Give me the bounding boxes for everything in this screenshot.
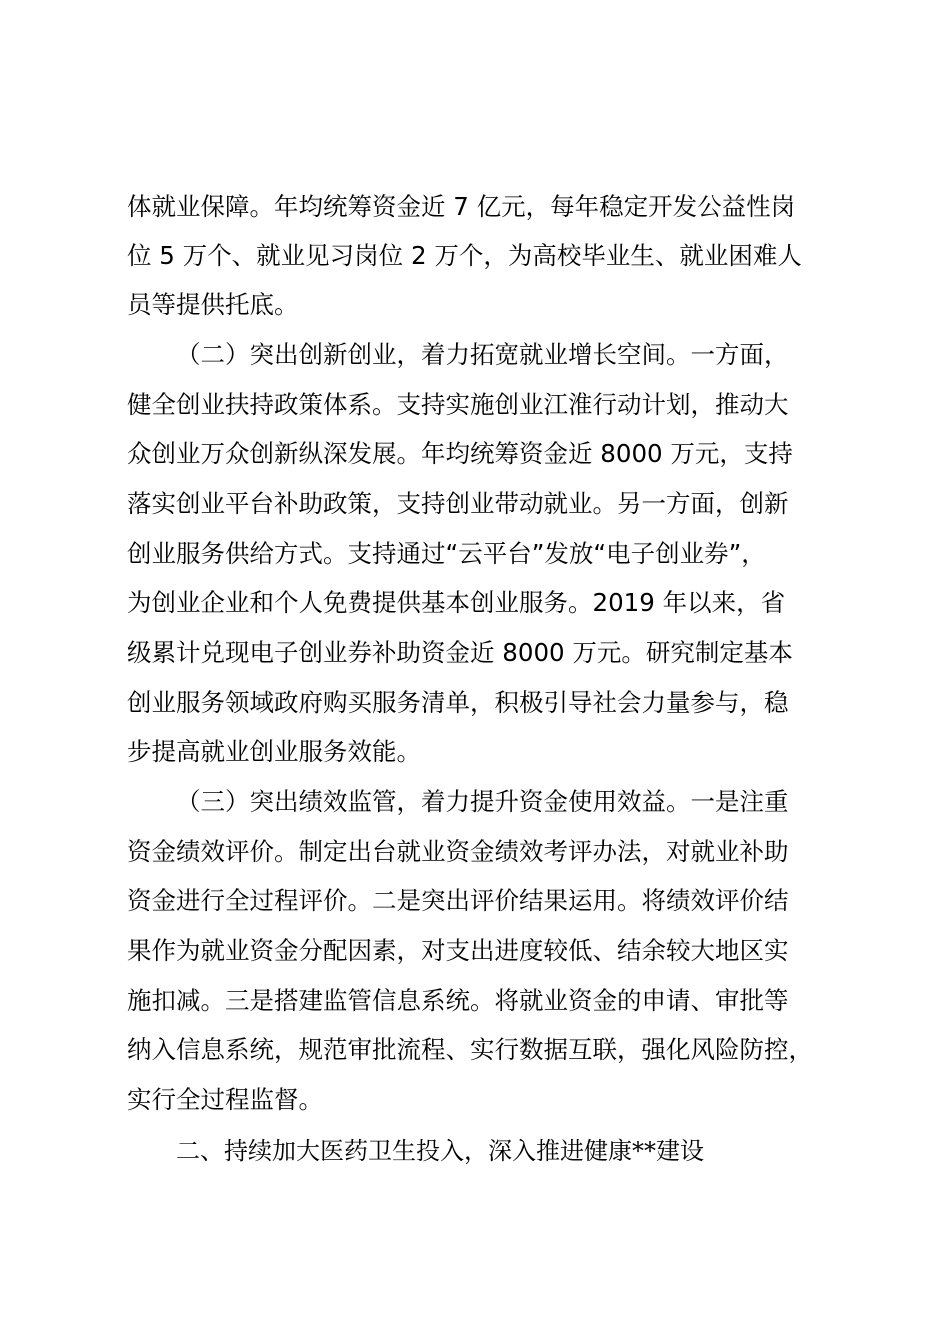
paragraph-line: 果作为就业资金分配因素，对支出进度较低、结余较大地区实 <box>127 936 789 965</box>
section-opening-line: （二）突出创新创业，着力拓宽就业增长空间。一方面， <box>176 340 789 369</box>
paragraph-line: 创业服务领域政府购买服务清单，积极引导社会力量参与，稳 <box>127 688 789 717</box>
paragraph-line: 实行全过程监督。 <box>127 1085 323 1114</box>
section-heading: 二、持续加大医药卫生投入，深入推进健康**建设 <box>176 1137 704 1165</box>
paragraph-line: 为创业企业和个人免费提供基本创业服务。2019 年以来，省 <box>127 588 786 617</box>
paragraph-line: 施扣减。三是搭建监管信息系统。将就业资金的申请、审批等 <box>127 986 789 1015</box>
paragraph-line: 健全创业扶持政策体系。支持实施创业江淮行动计划，推动大 <box>127 390 789 419</box>
paragraph-line: 资金绩效评价。制定出台就业资金绩效考评办法，对就业补助 <box>127 837 789 866</box>
paragraph-line: 级累计兑现电子创业券补助资金近 8000 万元。研究制定基本 <box>127 638 793 667</box>
paragraph-line: 众创业万众创新纵深发展。年均统筹资金近 8000 万元，支持 <box>127 439 793 468</box>
paragraph-line: 创业服务供给方式。支持通过“云平台”发放“电子创业券”， <box>127 539 766 568</box>
paragraph-line: 落实创业平台补助政策，支持创业带动就业。另一方面，创新 <box>127 489 789 518</box>
paragraph-line: 步提高就业创业服务效能。 <box>127 737 421 766</box>
paragraph-line: 体就业保障。年均统筹资金近 7 亿元，每年稳定开发公益性岗 <box>127 192 796 221</box>
paragraph-line: 资金进行全过程评价。二是突出评价结果运用。将绩效评价结 <box>127 886 789 915</box>
paragraph-line: 员等提供托底。 <box>127 290 299 319</box>
paragraph-line: 纳入信息系统，规范审批流程、实行数据互联，强化风险防控， <box>127 1035 813 1064</box>
paragraph-line: 位 5 万个、就业见习岗位 2 万个，为高校毕业生、就业困难人 <box>127 241 802 270</box>
section-opening-line: （三）突出绩效监管，着力提升资金使用效益。一是注重 <box>176 787 789 816</box>
